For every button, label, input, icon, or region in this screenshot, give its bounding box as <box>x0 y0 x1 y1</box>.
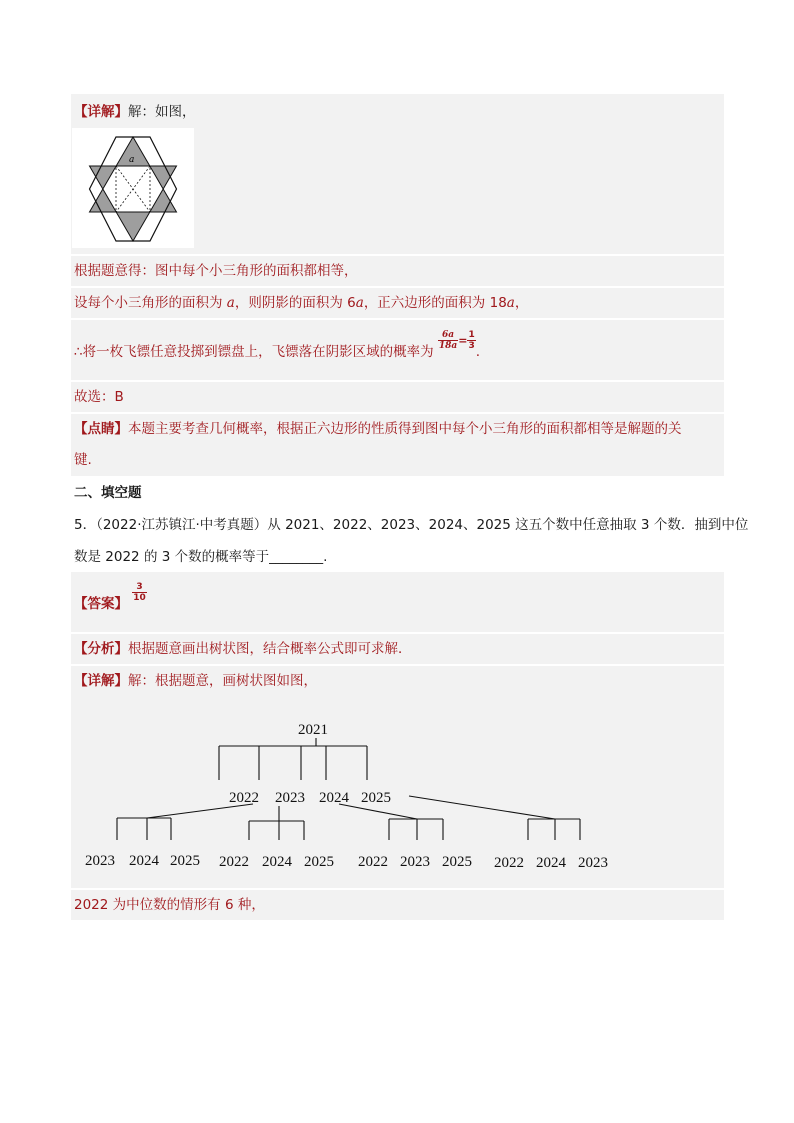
tree-leaf-2-1: 2023 <box>400 854 430 870</box>
final-line: 2022 为中位数的情形有 6 种， <box>74 897 265 913</box>
answer-band <box>71 572 724 632</box>
probability-line: ∴将一枚飞镖任意投掷到镖盘上，飞镖落在阴影区域的概率为 $\frac{6a}{18a}$ = $\frac{1}{3}$ . <box>74 329 481 360</box>
fraction-6a-18a: $\frac{6a}{18a}$ <box>438 329 458 351</box>
label-a: a <box>129 155 135 165</box>
shaded-triangle <box>90 166 117 189</box>
analysis-line: 【分析】根据题意画出树状图，结合概率公式即可求解． <box>74 641 412 657</box>
tree-leaf-0-2: 2025 <box>170 853 200 869</box>
comment-line-1: 【点睛】本题主要考查几何概率，根据正六边形的性质得到图中每个小三角形的面积都相等是解题的关 <box>74 421 682 437</box>
tree-svg <box>71 700 724 888</box>
shaded-triangle <box>150 166 177 189</box>
tree-level1-2: 2024 <box>319 790 349 806</box>
tree-leaf-0-0: 2023 <box>85 853 115 869</box>
section-title: 二、填空题 <box>74 485 142 501</box>
choice-band <box>71 382 724 412</box>
detail2-line: 【详解】解：根据题意，画树状图如图， <box>74 673 317 689</box>
tree-leaf-2-0: 2022 <box>358 854 388 870</box>
area-line: 设每个小三角形的面积为 a，则阴影的面积为 6a，正六边形的面积为 18a， <box>74 295 529 311</box>
given-line: 根据题意得：图中每个小三角形的面积都相等， <box>74 263 358 279</box>
tree-root: 2021 <box>298 722 328 738</box>
tree-leaf-1-2: 2025 <box>304 854 334 870</box>
tree-leaf-3-2: 2023 <box>578 855 608 871</box>
tree-leaf-0-1: 2024 <box>129 853 159 869</box>
shaded-triangle <box>90 189 117 212</box>
detail-label: 【详解】 <box>74 104 128 120</box>
hexagon-diagram <box>72 128 194 248</box>
question-line-1: 5．（2022·江苏镇江·中考真题）从 2021、2022、2023、2024、2025 这五个数中任意抽取 3 个数．抽到中位 <box>74 517 749 533</box>
shaded-triangle <box>150 189 177 212</box>
tree-level1-1: 2023 <box>275 790 305 806</box>
tree-level1-0: 2022 <box>229 790 259 806</box>
tree-leaf-3-0: 2022 <box>494 855 524 871</box>
comment-line-2: 键. <box>74 452 92 468</box>
fraction-1-3: $\frac{1}{3}$ <box>468 329 475 351</box>
detail-line <box>74 103 196 121</box>
tree-leaf-1-0: 2022 <box>219 854 249 870</box>
answer-fraction: $\frac{3}{10}$ <box>133 581 146 603</box>
tree-leaf-1-1: 2024 <box>262 854 292 870</box>
tree-leaf-3-1: 2024 <box>536 855 566 871</box>
tree-level1-3: 2025 <box>361 790 391 806</box>
question-line-2: 数是 2022 的 3 个数的概率等于________. <box>74 549 328 565</box>
tree-diagram <box>71 700 724 888</box>
answer-line: 【答案】 $\frac{3}{10}$ <box>74 581 146 612</box>
choice-line: 故选：B <box>74 389 124 405</box>
hexagon-figure <box>72 128 194 248</box>
shaded-triangle <box>116 212 150 241</box>
detail-text: 解：如图， <box>128 104 196 120</box>
tree-leaf-2-2: 2025 <box>442 854 472 870</box>
